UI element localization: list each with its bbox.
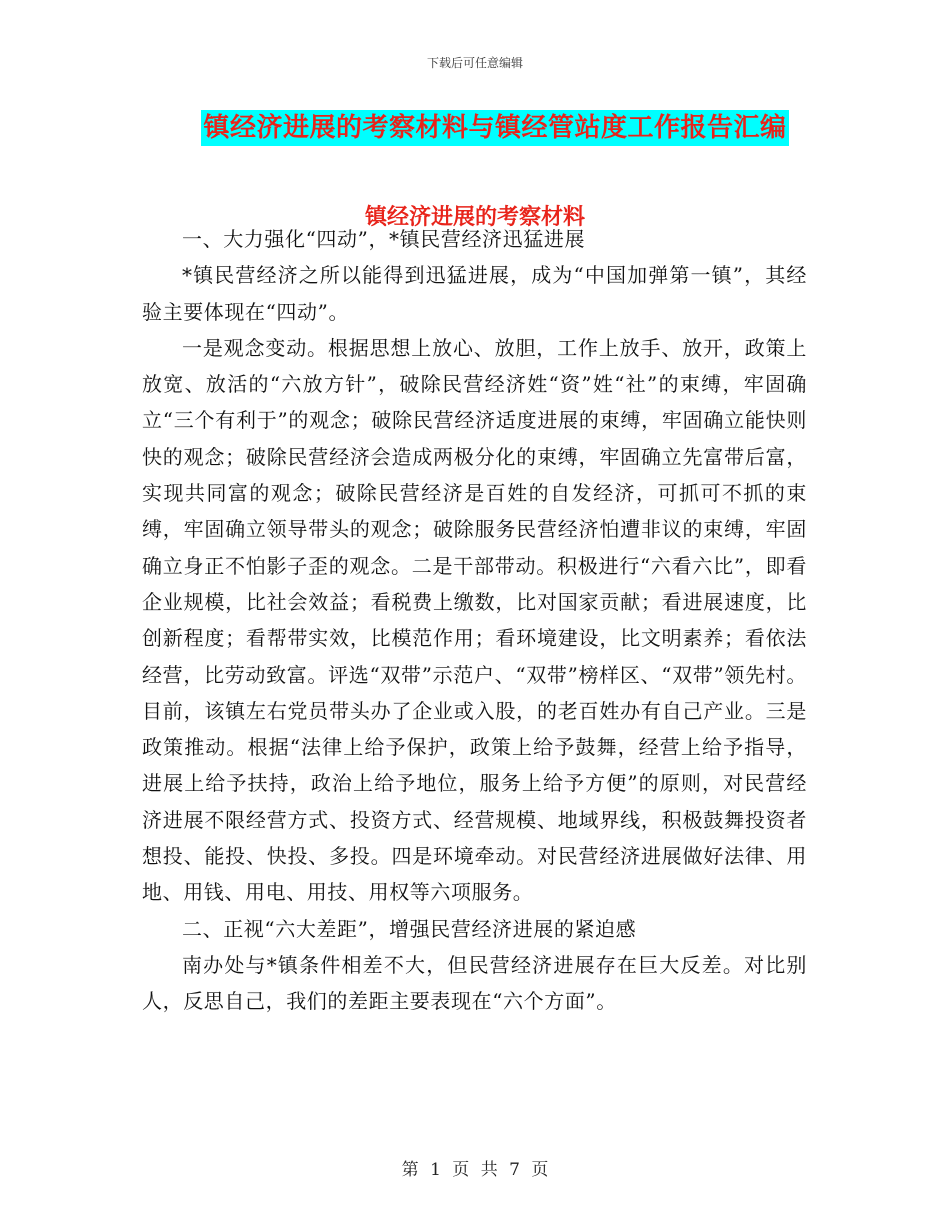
heading-paragraph-1: 一、大力强化“四动”，*镇民营经济迅猛进展	[182, 227, 586, 251]
body-paragraph: *镇民营经济之所以能得到迅猛进展，成为“中国加弹第一镇”，其经验主要体现在“四动”。	[142, 263, 807, 324]
section-title: 镇经济进展的考察材料	[364, 204, 585, 230]
body-paragraph: 南办处与*镇条件相差不大，但民营经济进展存在巨大反差。对比别人，反思自己，我们的差距主要表现在“六个方面”。	[142, 952, 807, 1014]
document-body	[142, 221, 807, 1020]
document-title-container	[0, 110, 950, 146]
page-footer: 第 1 页 共 7 页	[401, 1160, 549, 1180]
body-paragraph: 一是观念变动。根据思想上放心、放胆，工作上放手、放开，政策上放宽、放活的“六放方针”，破除民营经济姓“资”姓“社”的束缚，牢固确立“三个有利于”的观念；破除民营经济适度进展的束缚，牢固确立能快则快的观念；破除民营经济会造成两极分化的束缚，牢固确立先富带后富，实现共同富的观念；破除民营经济是百姓的自发经济，可抓可不抓的束缚，牢固确立领导带头的观念；破除服务民营经济怕遭非议的束缚，牢固确立身正不怕影子歪的观念。二是干部带动。积极进行“六看六比”，即看企业规模，比社会效益；看税费上缴数，比对国家贡献；看进展速度，比创新程度；看帮带实效，比模范作用；看环境建设，比文明素养；看依法经营，比劳动致富。评选“双带”示范户、“双带”榜样区、“双带”领先村。目前，该镇左右党员带头办了企业或入股，的老百姓办有自己产业。三是政策推动。根据“法律上给予保护，政策上给予鼓舞，经营上给予指导，进展上给予扶持，政治上给予地位，服务上给予方便”的原则，对民营经济进展不限经营方式、投资方式、经营规模、地域界线，积极鼓舞投资者想投、能投、快投、多投。四是环境牵动。对民营经济进展做好法律、用地、用钱、用电、用技、用权等六项服务。	[142, 335, 807, 905]
heading-paragraph-2: 二、正视“六大差距”，增强民营经济进展的紧迫感	[182, 916, 637, 941]
document-title: 镇经济进展的考察材料与镇经管站度工作报告汇编	[201, 110, 788, 146]
header-note: 下载后可任意编辑	[426, 56, 523, 70]
